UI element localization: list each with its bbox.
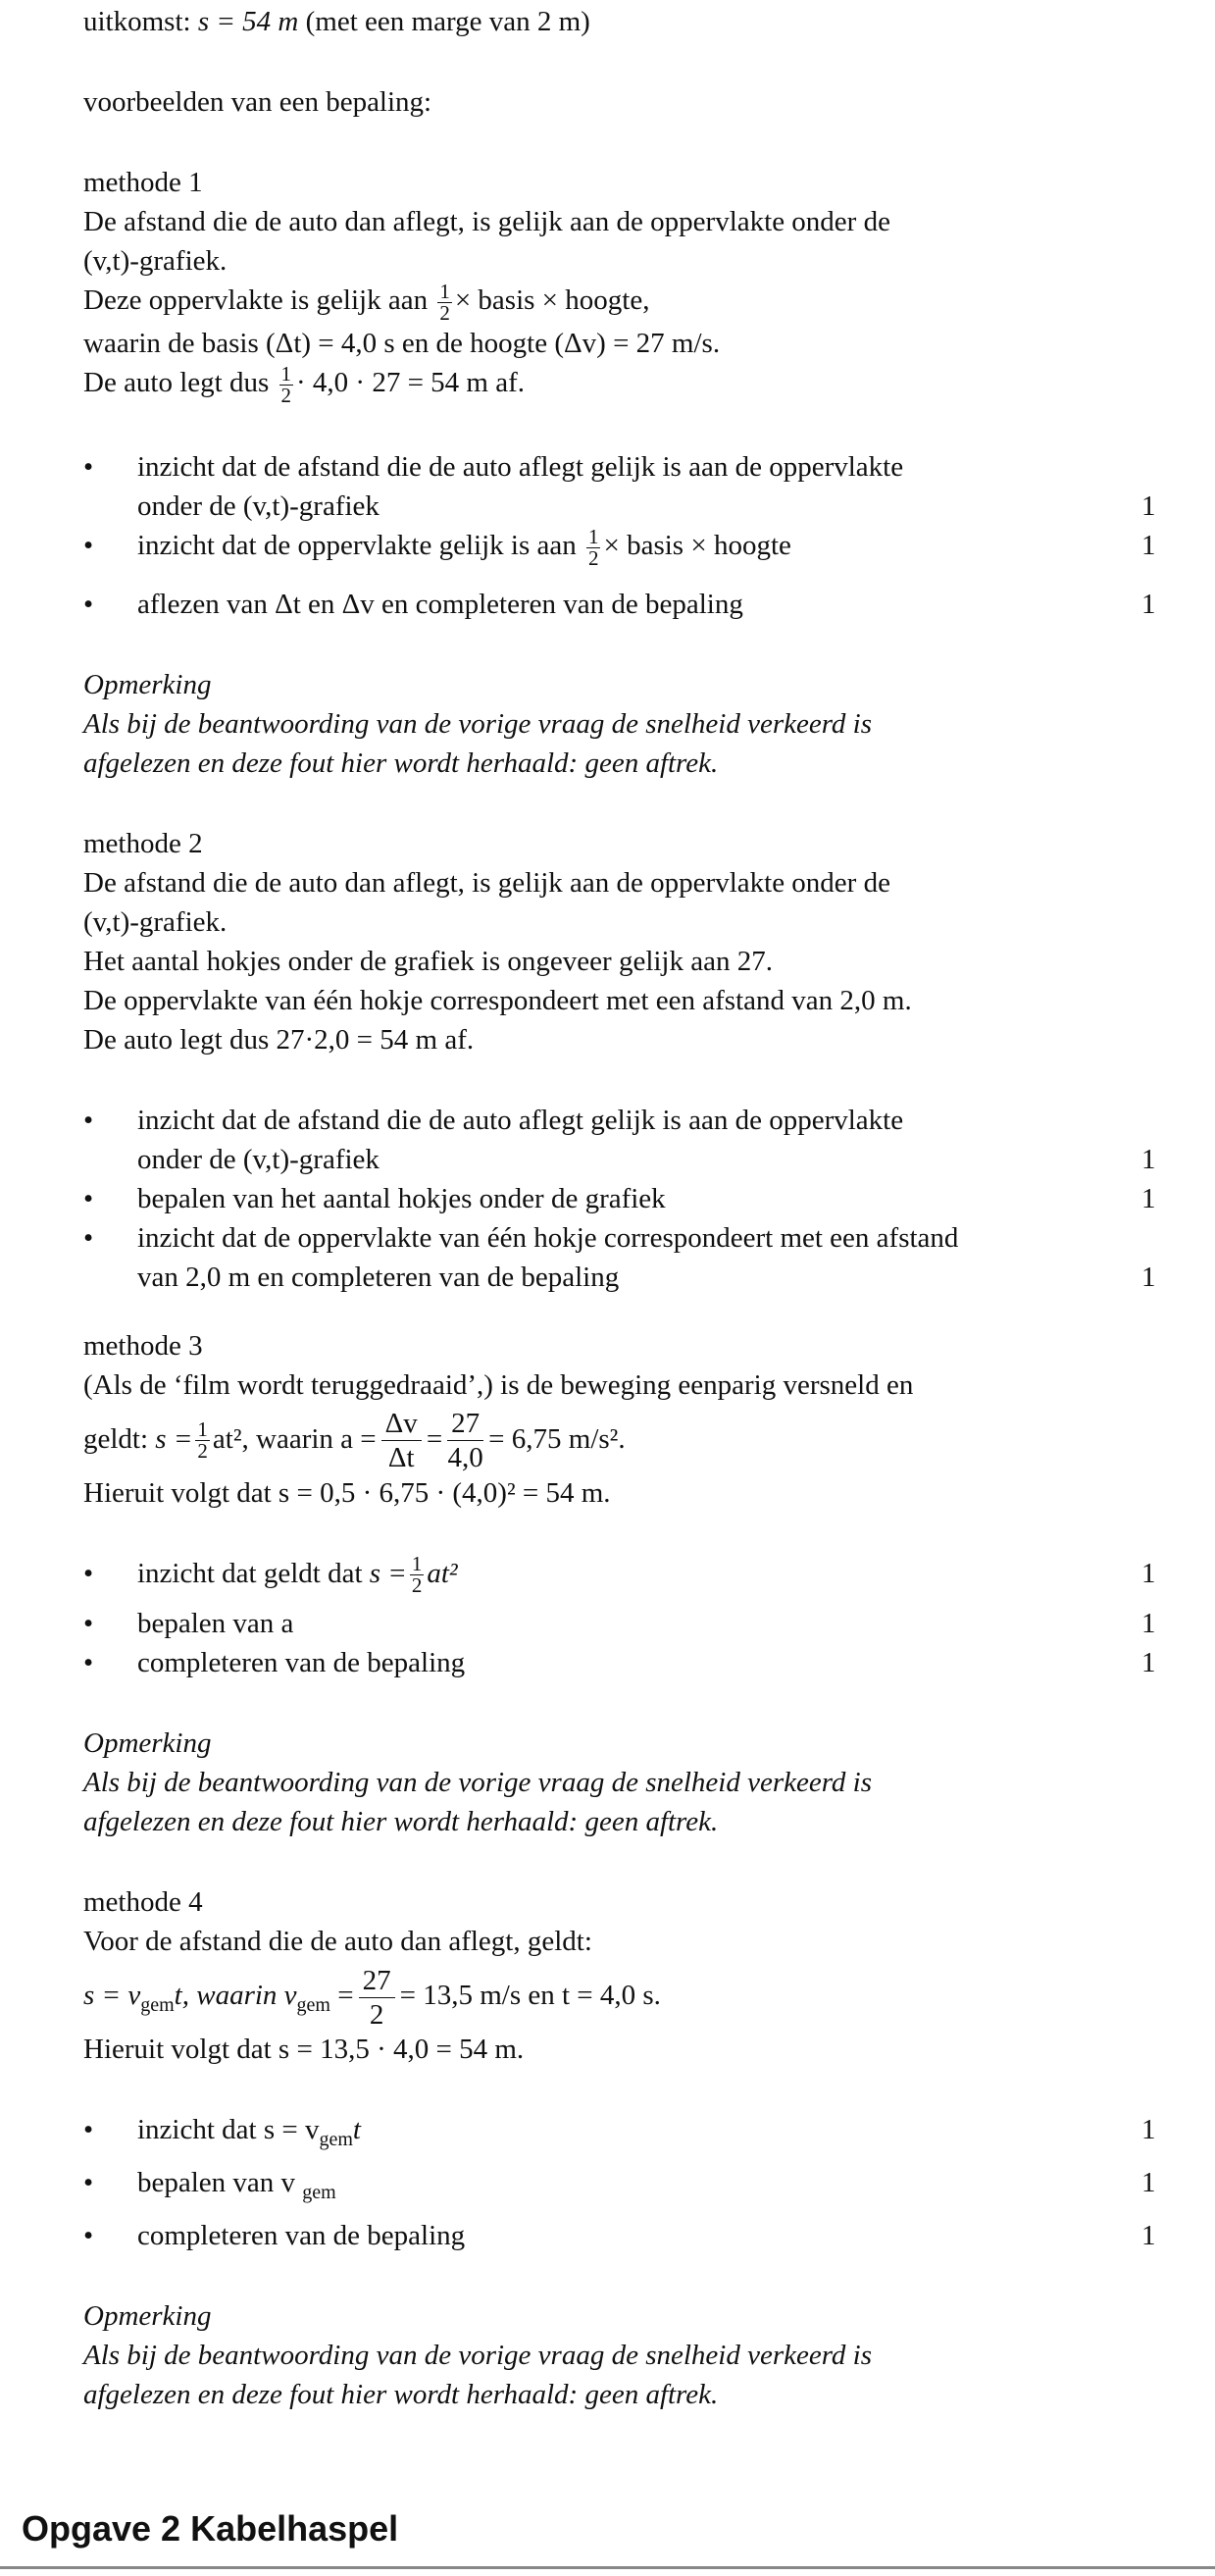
criterion-text: bepalen van a	[137, 1608, 294, 1640]
method-2	[83, 824, 1211, 1297]
remark-title: Opmerking	[83, 2300, 212, 2333]
text: geldt:	[83, 1422, 149, 1455]
method-1-line-1: De afstand die de auto dan aflegt, is gelijk aan de oppervlakte onder de	[83, 206, 890, 237]
remark-text: Als bij de beantwoording van de vorige vraag de snelheid verkeerd is	[83, 707, 873, 740]
bullet: •	[83, 1647, 94, 1679]
denominator: 2	[587, 545, 599, 570]
score-point: 1	[1141, 529, 1156, 561]
text: s =	[369, 1557, 407, 1589]
uitkomst-line	[83, 2, 1211, 41]
criterion-item	[83, 1101, 1211, 1179]
answer-key	[83, 0, 1211, 2414]
text: =	[337, 1980, 354, 2012]
method-2-line-4: De oppervlakte van één hokje correspondeert met een afstand van 2,0 m.	[83, 984, 912, 1016]
method-1-title: methode 1	[83, 167, 203, 198]
method-4-formula	[83, 1961, 1211, 2030]
remark-1	[83, 665, 1211, 783]
bullet: •	[83, 588, 94, 620]
uitkomst-formula: s = 54 m	[197, 6, 299, 37]
criterion-text: completeren van de bepaling	[137, 1647, 466, 1679]
method-4-title: methode 4	[83, 1886, 203, 1919]
denominator: 4,0	[447, 1442, 483, 1474]
criterion-text: van 2,0 m en completeren van de bepaling	[137, 1261, 620, 1293]
bullet: •	[83, 2114, 94, 2146]
criterion-text: bepalen van het aantal hokjes onder de grafiek	[137, 1182, 666, 1214]
remark-text: Als bij de beantwoording van de vorige vraag de snelheid verkeerd is	[83, 1767, 873, 1799]
fraction-dv-dt	[381, 1407, 422, 1474]
criterion-item	[83, 2163, 1211, 2202]
fraction-27-4	[447, 1407, 483, 1474]
numerator: 1	[587, 524, 599, 548]
bullet: •	[83, 2167, 94, 2199]
score-point: 1	[1141, 1647, 1156, 1679]
text: De auto legt dus	[83, 366, 270, 398]
method-2-line-1: De afstand die de auto dan aflegt, is gelijk aan de oppervlakte onder de	[83, 866, 890, 899]
intro-text: voorbeelden van een bepaling:	[83, 86, 432, 118]
criterion-text	[137, 2163, 1211, 2202]
numerator: 1	[411, 1552, 423, 1576]
subscript: gem	[296, 1994, 330, 2017]
criterion-text	[137, 526, 1211, 569]
criterion-item	[83, 1218, 1211, 1297]
text: bepalen van v	[137, 2167, 296, 2199]
text: inzicht dat s = v	[137, 2114, 320, 2146]
method-3-line-1: (Als de ‘film wordt teruggedraaid’,) is de beweging eenparig versneld en	[83, 1368, 914, 1401]
half-fraction	[437, 279, 452, 325]
criterion-text: aflezen van Δt en Δv en completeren van de bepaling	[137, 588, 743, 620]
divider-rule	[0, 2566, 1215, 2569]
bullet: •	[83, 2220, 94, 2252]
remark-3	[83, 2296, 1211, 2414]
text: Deze oppervlakte is gelijk aan	[83, 284, 429, 316]
text: at², waarin a =	[212, 1422, 377, 1455]
criterion-item	[83, 1179, 1211, 1218]
numerator: 27	[447, 1407, 483, 1441]
method-1-line-4: waarin de basis (Δt) = 4,0 s en de hoogte (Δv) = 27 m/s.	[83, 327, 721, 359]
bullet: •	[83, 529, 94, 561]
text: at²	[427, 1557, 458, 1589]
criterion-text: inzicht dat de afstand die de auto aflegt gelijk is aan de oppervlakte	[137, 450, 904, 483]
text: s = v	[83, 1980, 141, 2012]
half-fraction	[410, 1554, 425, 1596]
remark-title: Opmerking	[83, 1727, 212, 1760]
bullet: •	[83, 1608, 94, 1640]
denominator: Δt	[387, 1442, 415, 1474]
method-1-line-3	[83, 281, 1211, 324]
method-4-line-1: Voor de afstand die de auto dan aflegt, geldt:	[83, 1926, 592, 1958]
criterion-item	[83, 526, 1211, 569]
uitkomst-note: (met een marge van 2 m)	[305, 6, 590, 37]
criterion-item	[83, 1604, 1211, 1643]
text: s =	[155, 1422, 193, 1455]
text: = 6,75 m/s².	[488, 1422, 626, 1455]
method-3	[83, 1326, 1211, 1683]
score-point: 1	[1141, 1557, 1156, 1589]
score-point: 1	[1141, 2114, 1156, 2146]
score-point: 1	[1141, 1143, 1156, 1175]
criterion-item	[83, 1554, 1211, 1597]
denominator: 2	[369, 1999, 384, 2032]
numerator: 1	[280, 361, 292, 386]
denominator: 2	[439, 300, 450, 325]
score-point: 1	[1141, 1261, 1156, 1293]
bullet: •	[83, 1221, 94, 1254]
criterion-text	[137, 1554, 1211, 1597]
uitkomst-label: uitkomst:	[83, 6, 191, 37]
bullet: •	[83, 1182, 94, 1214]
score-point: 1	[1141, 1608, 1156, 1640]
text: × basis × hoogte	[603, 529, 791, 561]
criterion-text: inzicht dat de oppervlakte van één hokje correspondeert met een afstand	[137, 1221, 959, 1254]
subscript: gem	[140, 1994, 175, 2017]
half-fraction	[195, 1419, 210, 1462]
criterion-item	[83, 2110, 1211, 2149]
bullet: •	[83, 450, 94, 483]
section-heading: Opgave 2 Kabelhaspel	[22, 2508, 399, 2549]
criterion-item	[83, 585, 1211, 624]
remark-2	[83, 1724, 1211, 1841]
method-2-title: methode 2	[83, 827, 203, 859]
numerator: 27	[359, 1964, 395, 1998]
method-1-line-2: (v,t)-grafiek.	[83, 245, 228, 277]
subscript: gem	[302, 2182, 336, 2204]
criterion-text: completeren van de bepaling	[137, 2220, 466, 2252]
text: t, waarin v	[174, 1980, 297, 2012]
criterion-text: onder de (v,t)-grafiek	[137, 489, 380, 522]
method-1-line-5	[83, 363, 1211, 406]
text: · 4,0 · 27 = 54 m af.	[296, 366, 526, 398]
method-3-formula: geldt: s = $\frac{1}{2}$ at², waarin a = $\frac{\Delta v}{\Delta t}$ = $\frac{27}{4,0}$ = 6,75 m/s².	[83, 1408, 626, 1474]
method-3-line-3: Hieruit volgt dat s = 0,5 · 6,75 · (4,0)² = 54 m.	[83, 1476, 611, 1509]
text: inzicht dat geldt dat	[137, 1557, 363, 1589]
fraction-27-2	[359, 1964, 395, 2032]
remark-text: Als bij de beantwoording van de vorige vraag de snelheid verkeerd is	[83, 2340, 873, 2372]
text: inzicht dat de oppervlakte gelijk is aan	[137, 529, 577, 561]
numerator: 1	[439, 279, 450, 303]
score-point: 1	[1141, 1182, 1156, 1214]
score-point: 1	[1141, 2167, 1156, 2199]
denominator: 2	[411, 1573, 423, 1598]
remark-text: afgelezen en deze fout hier wordt herhaald: geen aftrek.	[83, 2379, 719, 2411]
remark-text: afgelezen en deze fout hier wordt herhaald: geen aftrek.	[83, 747, 719, 779]
method-4-line-3: Hieruit volgt dat s = 13,5 · 4,0 = 54 m.	[83, 2034, 525, 2066]
bullet: •	[83, 1557, 94, 1589]
criterion-item	[83, 1643, 1211, 1682]
method-4	[83, 1882, 1211, 2255]
half-fraction	[586, 524, 601, 570]
half-fraction	[279, 361, 294, 407]
criterion-text: onder de (v,t)-grafiek	[137, 1143, 380, 1175]
numerator: Δv	[381, 1407, 422, 1441]
method-1	[83, 163, 1211, 624]
text: t	[352, 2114, 361, 2146]
criterion-item	[83, 447, 1211, 526]
text: × basis × hoogte,	[454, 284, 650, 316]
bullet: •	[83, 1104, 94, 1136]
score-point: 1	[1141, 489, 1156, 522]
score-point: 1	[1141, 2220, 1156, 2252]
remark-text: afgelezen en deze fout hier wordt herhaald: geen aftrek.	[83, 1806, 719, 1838]
method-2-line-3: Het aantal hokjes onder de grafiek is ongeveer gelijk aan 27.	[83, 945, 773, 977]
denominator: 2	[197, 1439, 208, 1464]
subscript: gem	[319, 2129, 353, 2151]
method-3-title: methode 3	[83, 1329, 203, 1362]
numerator: 1	[197, 1417, 208, 1442]
criterion-text: inzicht dat de afstand die de auto aflegt gelijk is aan de oppervlakte	[137, 1104, 904, 1136]
method-2-line-2: (v,t)-grafiek.	[83, 905, 228, 938]
criterion-text	[137, 2110, 1211, 2149]
denominator: 2	[280, 383, 292, 407]
remark-title: Opmerking	[83, 668, 212, 700]
score-point: 1	[1141, 588, 1156, 620]
method-2-line-5: De auto legt dus 27·2,0 = 54 m af.	[83, 1023, 475, 1056]
criterion-item	[83, 2216, 1211, 2255]
text: = 13,5 m/s en t = 4,0 s.	[399, 1980, 661, 2012]
